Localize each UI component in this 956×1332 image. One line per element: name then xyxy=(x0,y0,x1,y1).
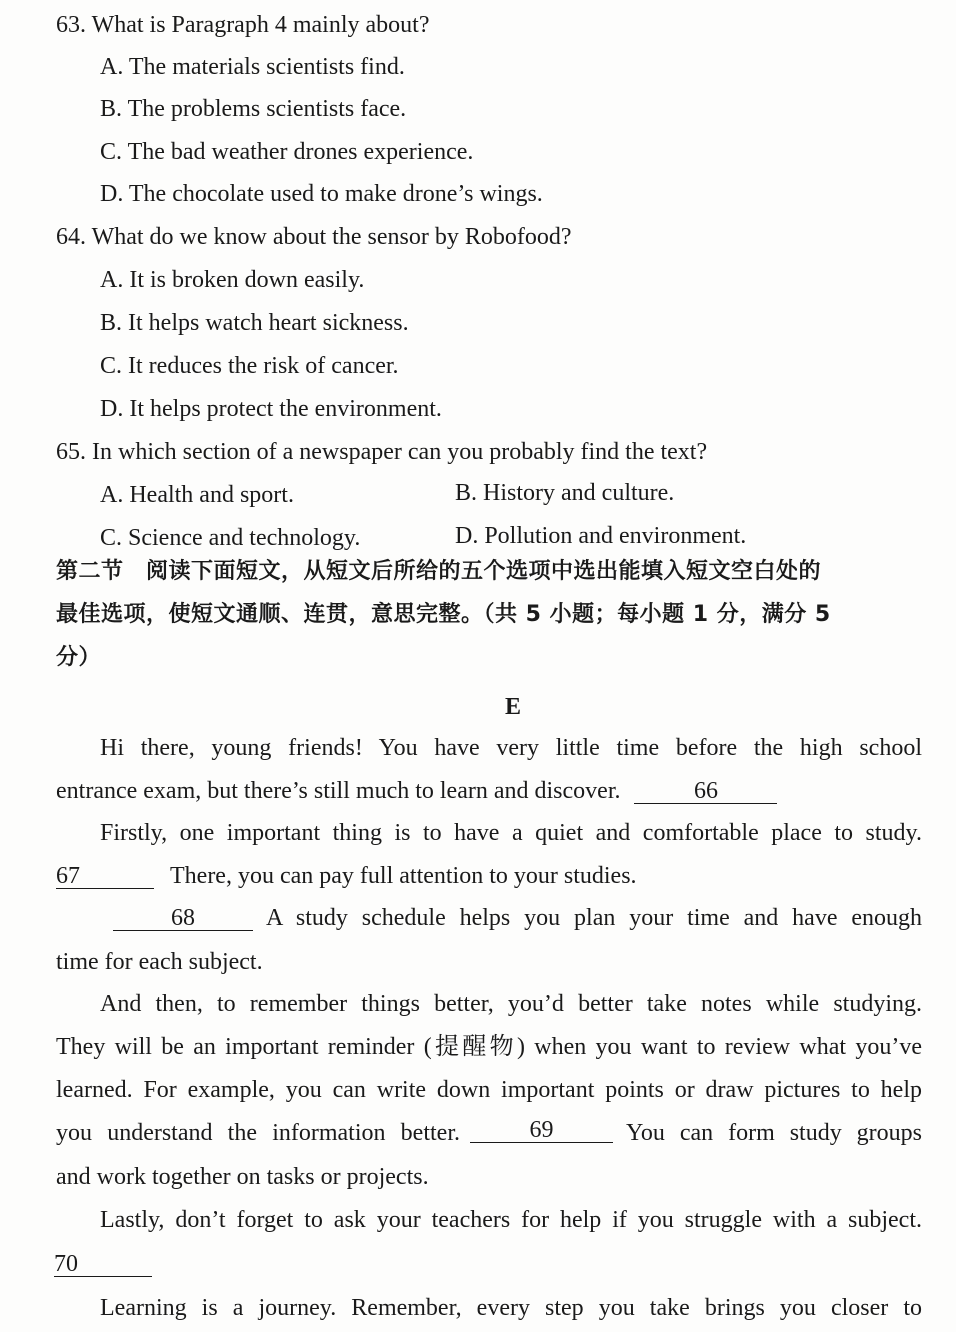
question-63-option-d: D. The chocolate used to make drone’s wings. xyxy=(100,181,543,207)
passage-p6-line-1: Learning is a journey. Remember, every step you take brings you closer to xyxy=(100,1295,922,1321)
question-65-option-a: A. Health and sport. xyxy=(100,482,294,508)
question-63-option-b: B. The problems scientists face. xyxy=(100,96,407,122)
passage-p5-line-2 xyxy=(54,1249,152,1279)
question-64-stem: 64. What do we know about the sensor by Robofood? xyxy=(56,224,572,250)
passage-p4-line-4a: you understand the information better. xyxy=(56,1120,460,1146)
blank-67[interactable]: 67 xyxy=(56,864,154,889)
passage-p2-line-1: Firstly, one important thing is to have a quiet and comfortable place to study. xyxy=(100,820,922,846)
passage-p2-line-2 xyxy=(56,861,637,891)
question-64-option-c: C. It reduces the risk of cancer. xyxy=(100,353,399,379)
question-65-option-d: D. Pollution and environment. xyxy=(455,523,747,549)
question-65-stem: 65. In which section of a newspaper can you probably find the text? xyxy=(56,439,708,465)
question-63-stem: 63. What is Paragraph 4 mainly about? xyxy=(56,12,430,38)
passage-p3-line-1-text: A study schedule helps you plan your time and have enough xyxy=(266,905,922,931)
section-instruction-line-1: 第二节 阅读下面短文，从短文后所给的五个选项中选出能填入短文空白处的 xyxy=(56,559,822,584)
blank-70[interactable]: 70 xyxy=(54,1252,152,1277)
passage-p4-line-4b: You can form study groups xyxy=(626,1120,922,1146)
question-63-option-a: A. The materials scientists find. xyxy=(100,54,405,80)
passage-p1-line-2 xyxy=(56,776,777,806)
blank-66[interactable]: 66 xyxy=(634,779,777,804)
passage-label: E xyxy=(505,694,522,720)
section-instruction-line-2: 最佳选项，使短文通顺、连贯，意思完整。（共 5 小题；每小题 1 分，满分 5 xyxy=(56,602,831,627)
passage-p4-line-3: learned. For example, you can write down important points or draw pictures to help xyxy=(56,1077,922,1103)
passage-p3-line-2: time for each subject. xyxy=(56,949,263,975)
section-instruction-line-3: 分） xyxy=(56,645,102,670)
question-64-option-b: B. It helps watch heart sickness. xyxy=(100,310,409,336)
question-63-option-c: C. The bad weather drones experience. xyxy=(100,139,474,165)
passage-p4-line-2: They will be an important reminder (提醒物) when you want to review what you’ve xyxy=(56,1034,922,1060)
blank-68[interactable]: 68 xyxy=(113,906,253,931)
passage-p5-line-1: Lastly, don’t forget to ask your teachers for help if you struggle with a subject. xyxy=(100,1207,922,1233)
passage-p1-line-1: Hi there, young friends! You have very little time before the high school xyxy=(100,735,922,761)
passage-p4-line-5: and work together on tasks or projects. xyxy=(56,1164,429,1190)
question-64-option-d: D. It helps protect the environment. xyxy=(100,396,442,422)
passage-p4-line-1: And then, to remember things better, you’d better take notes while studying. xyxy=(100,991,922,1017)
passage-p2-line-2-text: There, you can pay full attention to your studies. xyxy=(170,863,637,889)
question-64-option-a: A. It is broken down easily. xyxy=(100,267,365,293)
question-65-option-b: B. History and culture. xyxy=(455,480,675,506)
passage-p1-line-2-text: entrance exam, but there’s still much to learn and discover. xyxy=(56,778,621,804)
passage-p3-line-1 xyxy=(113,903,922,933)
question-65-option-c: C. Science and technology. xyxy=(100,525,361,551)
blank-69[interactable]: 69 xyxy=(470,1118,613,1143)
